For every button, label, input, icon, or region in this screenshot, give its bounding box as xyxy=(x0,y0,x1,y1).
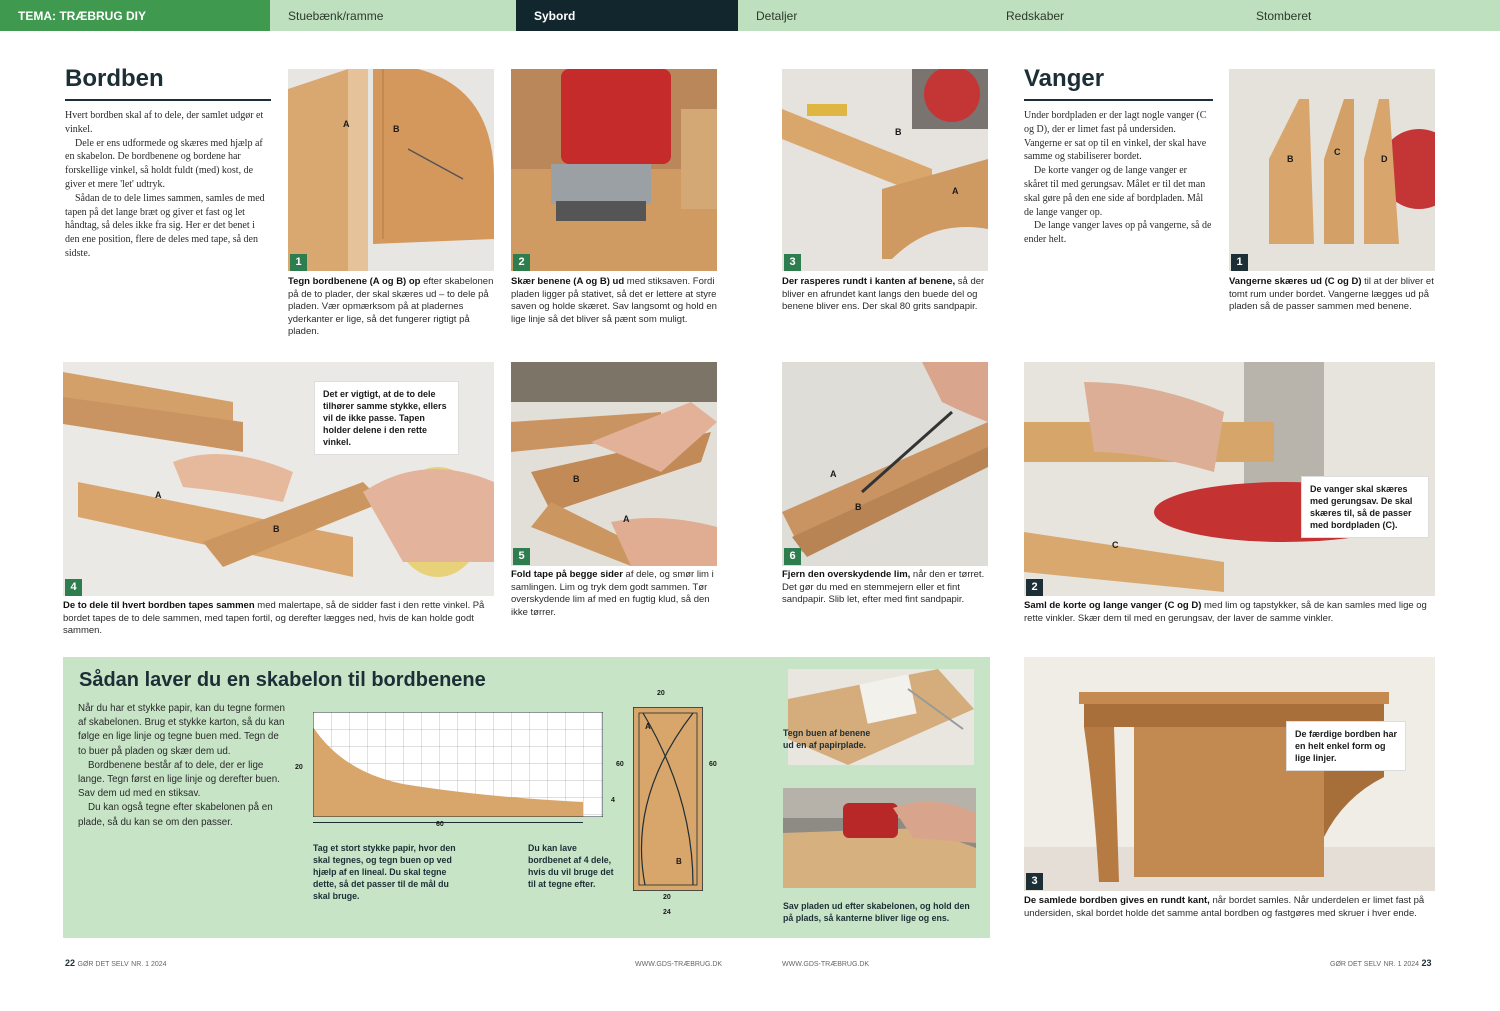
footer-left-page-number: 22 xyxy=(65,958,76,968)
bordben-heading-rule xyxy=(65,99,271,101)
template-intro-paragraph: Du kan også tegne efter skabelonen på en plade, så du kan se om den passer. xyxy=(78,802,273,828)
vanger-step-number-1: 1 xyxy=(1231,254,1248,271)
step-number-5: 5 xyxy=(513,548,530,565)
bordben-body-text xyxy=(65,109,271,261)
footer-right-url[interactable]: WWW.GDS-TRÆBRUG.DK xyxy=(782,961,870,968)
footer-right-issue: NR. 1 2024 xyxy=(1383,961,1420,968)
bordben-step3-caption: Der rasperes rundt i kanten af benene, så der bliver en afrundet kant langs den buede del og benene bliver ens. Der skal 80 grits sandpapir. xyxy=(782,276,985,312)
bordben-paragraph: Dele er ens udformede og skæres med hjælp af en skabelon. De bordbenene og bordene har forskellige vinkel, så holdt fuldt (med) kost, de giver et mere 'let' udtryk. xyxy=(65,137,263,190)
photo-step1-wood-layout xyxy=(288,69,494,271)
photo-label-a: A xyxy=(623,514,630,524)
template-box-intro xyxy=(78,702,288,830)
vanger-step3-caption: De samlede bordben gives en rundt kant, når bordet samles. Når underdelen er limet fast på undersiden, skal bordet holde det samme antal bordben og fastgøres med skruer i hver ende. xyxy=(1024,895,1425,919)
footer-left-magazine: GØR DET SELV xyxy=(77,961,129,968)
footer-left xyxy=(65,958,167,968)
template-instructions-box xyxy=(63,657,990,938)
nav-tab-redskaber[interactable]: Redskaber xyxy=(1006,9,1065,23)
vanger-heading: Vanger xyxy=(1024,65,1105,92)
photo-label-b: B xyxy=(393,124,400,134)
photo-label-d: D xyxy=(1381,154,1388,164)
photo-template-sawing xyxy=(783,788,976,888)
template-intro-paragraph: Når du har et stykke papir, kan du tegne formen af skabelonen. Brug et stykke karton, så du kan følge en lige linje og tegne buen med. Tegn de to buer på pladen og skær dem ud. xyxy=(78,703,285,757)
step-number-3: 3 xyxy=(784,254,801,271)
rect-label-b: B xyxy=(676,857,682,866)
vanger-step3-callout: De færdige bordben har en helt enkel form og lige linjer. xyxy=(1287,722,1405,770)
step4-callout: Det er vigtigt, at de to dele tilhører samme stykke, ellers vil de ikke passe. Tapen holder delene i den rette vinkel. xyxy=(315,382,458,454)
nav-tab-stuebaenk[interactable]: Stuebænk/ramme xyxy=(288,9,384,23)
photo-step2-jigsaw xyxy=(511,69,717,271)
vanger-step-number-2: 2 xyxy=(1026,579,1043,596)
rect-label-bottom-inner: 20 xyxy=(663,894,671,901)
step-number-1: 1 xyxy=(290,254,307,271)
vanger-heading-rule xyxy=(1024,99,1213,101)
bordben-step5-caption: Fold tape på begge sider af dele, og smør lim i samlingen. Lim og tryk dem godt sammen. Tør overskydende lim af med en fugtig klud, så den ikke tørrer. xyxy=(511,569,714,618)
photo-label-a: A xyxy=(952,186,959,196)
bordben-heading: Bordben xyxy=(65,65,164,92)
vanger-step1-caption: Vangerne skæres ud (C og D) til at der bliver et tomt rum under bordet. Vangerne lægges ud på pladen så de passer sammen med benene. xyxy=(1229,276,1434,312)
step-number-2: 2 xyxy=(513,254,530,271)
template-rect-drawing xyxy=(633,707,703,891)
photo-label-b: B xyxy=(1287,154,1294,164)
template-note-paper: Tag et stort stykke papir, hvor den skal tegnes, og tegn buen op ved hjælp af en lineal. Du skal tegne dette, så det passer til de mål du skal bruge. xyxy=(313,843,456,901)
vanger-step2-caption: Saml de korte og lange vanger (C og D) med lim og tapstykker, så de kan samles med lige og rette vinkler. Skær dem til med en gerungsav, der laver de samme vinkler. xyxy=(1024,600,1427,624)
step-number-4: 4 xyxy=(65,579,82,596)
footer-right-magazine: GØR DET SELV xyxy=(1330,961,1382,968)
photo-label-b: B xyxy=(855,502,862,512)
footer-left-url[interactable]: WWW.GDS-TRÆBRUG.DK xyxy=(635,961,723,968)
photo-step6-chisel xyxy=(782,362,988,566)
bordben-step1-caption: Tegn bordbenene (A og B) op efter skabelonen på de to plader, der skal skæres ud – to dele på pladen. Vær opmærksom på at pladernes yderkanter er lige, så det fungerer rigtigt på pladen. xyxy=(288,276,494,337)
vanger-step-number-3: 3 xyxy=(1026,873,1043,890)
rect-label-bottom-outer: 24 xyxy=(663,909,671,916)
footer-right-page-number: 23 xyxy=(1421,958,1432,968)
vanger-step2-callout: De vanger skal skæres med gerungsav. De skal skæres til, så de passer med bordpladen (C). xyxy=(1302,477,1428,537)
grid-label-right: 4 xyxy=(611,797,615,804)
footer-left-issue: NR. 1 2024 xyxy=(131,961,167,968)
photo-vanger-step3-finished-table xyxy=(1024,657,1435,891)
photo-label-b: B xyxy=(895,127,902,137)
template-note-sawing: Sav pladen ud efter skabelonen, og hold den på plads, så kanterne bliver lige og ens. xyxy=(783,901,970,923)
template-intro-paragraph: Bordbenene består af to dele, der er lige lange. Tegn først en lige linje og derefter buen. Sav dem ud med en stiksav. xyxy=(78,759,280,800)
rect-label-left: 60 xyxy=(616,761,624,768)
photo-label-b: B xyxy=(273,524,280,534)
vanger-body-text xyxy=(1024,109,1213,247)
bordben-paragraph: Hvert bordben skal af to dele, der samlet udgør et vinkel. xyxy=(65,110,264,135)
template-note-plywood: Tegn buen af benene ud en af papirplade. xyxy=(783,728,871,750)
rect-label-right: 60 xyxy=(709,761,717,768)
template-grid-drawing xyxy=(313,712,603,817)
grid-label-bottom: 60 xyxy=(436,821,444,828)
photo-step3-rasping xyxy=(782,69,988,271)
rect-label-top: 20 xyxy=(657,690,665,697)
nav-tab-detaljer[interactable]: Detaljer xyxy=(756,9,798,23)
vanger-paragraph: De korte vanger og de lange vanger er skåret til med gerungsav. Målet er til det man skal gøre på den ene side af bordpladen. Mål de lange vanger op. xyxy=(1024,165,1206,218)
nav-tab-sybord[interactable]: Sybord xyxy=(516,0,738,31)
template-box-heading: Sådan laver du en skabelon til bordbenene xyxy=(79,669,486,691)
photo-label-c: C xyxy=(1112,540,1119,550)
photo-label-c: C xyxy=(1334,147,1341,157)
rect-label-a: A xyxy=(645,722,651,731)
photo-label-a: A xyxy=(343,119,350,129)
footer-right xyxy=(1330,958,1432,968)
bordben-step6-caption: Fjern den overskydende lim, når den er tørret. Det gør du med en stemmejern eller et fint sandpapir. Slib let, efter med fint sandpapir. xyxy=(782,569,985,605)
bordben-paragraph: Sådan de to dele limes sammen, samles de med tapen på det lange bræt og giver et fast og let håndtag, så deles ikke fra sig. Her er det benet i den ene position, flere de deles med tape, så den sidste. xyxy=(65,192,265,259)
photo-vanger-step1-boards xyxy=(1229,69,1435,271)
bordben-step2-caption: Skær benene (A og B) ud med stiksaven. Fordi pladen ligger på stativet, så det er lettere at styre saven og holde skæret. Sav langsomt og hold en lige linje så det bliver så pænt som muligt. xyxy=(511,276,717,325)
bordben-step4-caption: De to dele til hvert bordben tapes sammen med malertape, så de sidder fast i den rette vinkel. På bordet tapes de to dele sammen, med tapen fortil, og derefter lægges ned, hvis de kan holde godt sammen. xyxy=(63,600,485,636)
grid-dimension-line xyxy=(313,822,583,823)
photo-label-a: A xyxy=(155,490,162,500)
grid-label-left: 20 xyxy=(295,764,303,771)
photo-label-b: B xyxy=(573,474,580,484)
photo-label-a: A xyxy=(830,469,837,479)
step-number-6: 6 xyxy=(784,548,801,565)
photo-step5-gluing xyxy=(511,362,717,566)
template-note-parts: Du kan lave bordbenet af 4 dele, hvis du vil bruge det til at tegne efter. xyxy=(528,843,614,889)
top-navigation xyxy=(0,0,1500,31)
nav-tab-stomberet[interactable]: Stomberet xyxy=(1256,9,1312,23)
vanger-paragraph: De lange vanger laves op på vangerne, så de ender helt. xyxy=(1024,220,1212,246)
vanger-paragraph: Under bordpladen er der lagt nogle vanger (C og D), der er limet fast på undersiden. Vangerne er sat op til en vinkel, der skal have samme og stabiliserer bordet. xyxy=(1024,110,1207,163)
nav-brand[interactable]: TEMA: TRÆBRUG DIY xyxy=(0,0,270,31)
